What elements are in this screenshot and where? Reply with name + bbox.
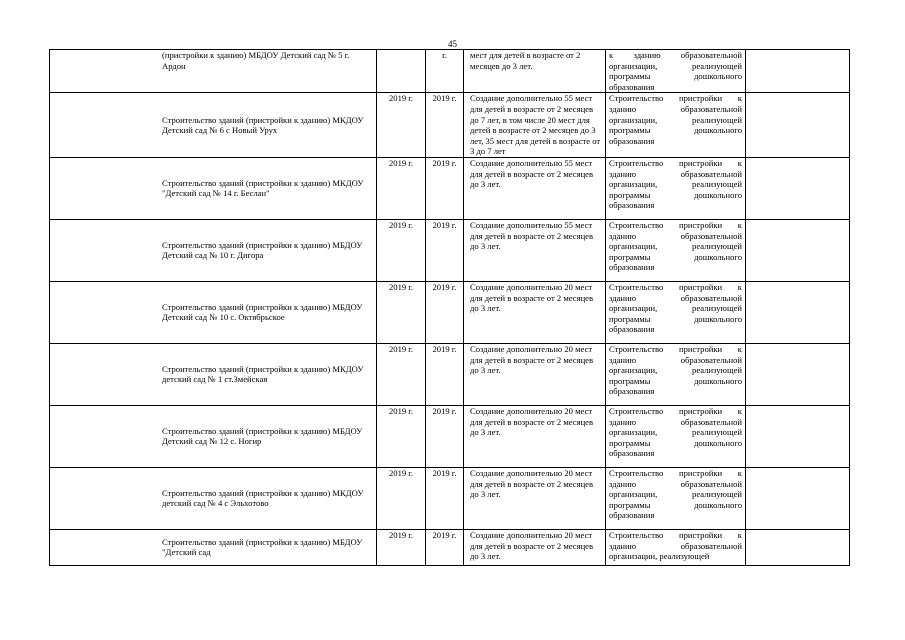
table-row — [50, 157, 850, 219]
table-row — [50, 50, 850, 93]
justification-cell: Строительство пристройки к зданию образовательной организации, реализующей программы дошкольного образования — [606, 467, 746, 529]
notes-cell — [746, 467, 850, 529]
justification-cell: Строительство пристройки к зданию образовательной организации, реализующей программы дошкольного образования — [606, 157, 746, 219]
description-cell: мест для детей в возрасте от 2 месяцев до 3 лет. — [464, 50, 606, 93]
object-name-cell: (пристройки к зданию) МБДОУ Детский сад № 5 г. Ардон — [50, 50, 377, 93]
description-cell: Создание дополнительно 20 мест для детей в возрасте от 2 месяцев до 3 лет. — [464, 467, 606, 529]
object-name-cell: Строительство зданий (пристройки к зданию) МБДОУ Детский сад № 10 с. Октябрьское — [50, 281, 377, 343]
justification-cell: Строительство пристройки к зданию образовательной организации, реализующей — [606, 529, 746, 565]
justification-cell: Строительство пристройки к зданию образовательной организации, реализующей программы дошкольного образования — [606, 343, 746, 405]
table-row — [50, 281, 850, 343]
object-name-cell: Строительство зданий (пристройки к зданию) МКДОУ "Детский сад № 14 г. Беслан" — [50, 157, 377, 219]
justification-cell: Строительство пристройки к зданию образовательной организации, реализующей программы дошкольного образования — [606, 93, 746, 158]
end-year-cell: 2019 г. — [426, 467, 464, 529]
description-cell: Создание дополнительно 20 мест для детей в возрасте от 2 месяцев до 3 лет. — [464, 405, 606, 467]
end-year-cell: 2019 г. — [426, 343, 464, 405]
object-name-cell: Строительство зданий (пристройки к зданию) МБДОУ Детский сад № 12 с. Ногир — [50, 405, 377, 467]
justification-cell: Строительство пристройки к зданию образовательной организации, реализующей программы дошкольного образования — [606, 281, 746, 343]
end-year-cell: 2019 г. — [426, 219, 464, 281]
end-year-cell: 2019 г. — [426, 281, 464, 343]
description-cell: Создание дополнительно 55 мест для детей в возрасте от 2 месяцев до 7 лет, в том числе 20 мест для детей в возрасте от 2 месяцев до 3 лет, 35 мест для детей в возрасте от 3 до 7 лет — [464, 93, 606, 158]
justification-cell: Строительство пристройки к зданию образовательной организации, реализующей программы дошкольного образования — [606, 219, 746, 281]
notes-cell — [746, 219, 850, 281]
object-name-cell: Строительство зданий (пристройки к зданию) МБДОУ Детский сад № 10 г. Дигора — [50, 219, 377, 281]
start-year-cell: 2019 г. — [377, 405, 426, 467]
start-year-cell: 2019 г. — [377, 93, 426, 158]
document-table — [49, 49, 850, 566]
end-year-cell: г. — [426, 50, 464, 93]
object-name-cell: Строительство зданий (пристройки к зданию) МБДОУ "Детский сад — [50, 529, 377, 565]
notes-cell — [746, 529, 850, 565]
object-name-cell: Строительство зданий (пристройки к зданию) МКДОУ Детский сад № 6 с Новый Урух — [50, 93, 377, 158]
justification-cell: Строительство пристройки к зданию образовательной организации, реализующей программы дошкольного образования — [606, 405, 746, 467]
notes-cell — [746, 93, 850, 158]
end-year-cell: 2019 г. — [426, 93, 464, 158]
table-row — [50, 343, 850, 405]
notes-cell — [746, 405, 850, 467]
description-cell: Создание дополнительно 20 мест для детей в возрасте от 2 месяцев до 3 лет. — [464, 281, 606, 343]
table-row — [50, 93, 850, 158]
start-year-cell: 2019 г. — [377, 281, 426, 343]
start-year-cell — [377, 50, 426, 93]
start-year-cell: 2019 г. — [377, 219, 426, 281]
start-year-cell: 2019 г. — [377, 157, 426, 219]
description-cell: Создание дополнительно 20 мест для детей в возрасте от 2 месяцев до 3 лет. — [464, 343, 606, 405]
object-name-cell: Строительство зданий (пристройки к зданию) МКДОУ детский сад № 1 ст.Змейская — [50, 343, 377, 405]
notes-cell — [746, 50, 850, 93]
table-row — [50, 219, 850, 281]
notes-cell — [746, 343, 850, 405]
description-cell: Создание дополнительно 55 мест для детей в возрасте от 2 месяцев до 3 лет. — [464, 157, 606, 219]
page-number: 45 — [448, 39, 457, 49]
start-year-cell: 2019 г. — [377, 467, 426, 529]
description-cell: Создание дополнительно 20 мест для детей в возрасте от 2 месяцев до 3 лет. — [464, 529, 606, 565]
notes-cell — [746, 281, 850, 343]
table-body — [50, 50, 850, 566]
table-row — [50, 529, 850, 565]
end-year-cell: 2019 г. — [426, 405, 464, 467]
end-year-cell: 2019 г. — [426, 157, 464, 219]
notes-cell — [746, 157, 850, 219]
start-year-cell: 2019 г. — [377, 343, 426, 405]
object-name-cell: Строительство зданий (пристройки к зданию) МКДОУ детский сад № 4 с Эльхотово — [50, 467, 377, 529]
end-year-cell: 2019 г. — [426, 529, 464, 565]
table-row — [50, 467, 850, 529]
description-cell: Создание дополнительно 55 мест для детей в возрасте от 2 месяцев до 3 лет. — [464, 219, 606, 281]
start-year-cell: 2019 г. — [377, 529, 426, 565]
justification-cell: к зданию образовательной организации, реализующей программы дошкольного образования — [606, 50, 746, 93]
table-row — [50, 405, 850, 467]
